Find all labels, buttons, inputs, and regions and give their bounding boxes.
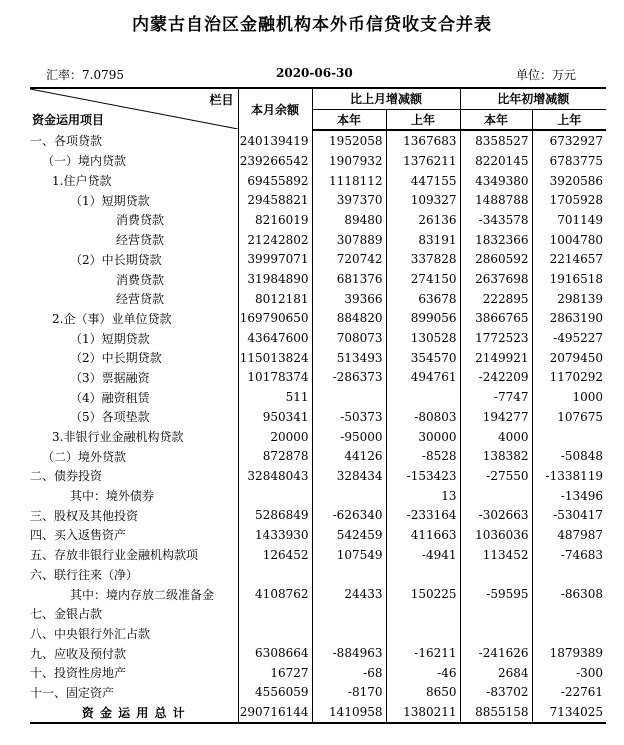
cell-balance: 4556059 [238,683,312,703]
cell-mom-last-year: 447155 [386,171,460,191]
cell-ytd-this-year: 2149921 [460,348,532,368]
cell-mom-this-year [312,486,386,506]
cell-mom-last-year: 150225 [386,584,460,604]
cell-mom-last-year: 411663 [386,525,460,545]
cell-mom-this-year [312,624,386,644]
corner-bottom-label: 资金运用项目 [32,113,105,128]
cell-ytd-last-year: -13496 [532,486,606,506]
table-row [30,250,606,270]
cell-balance [238,486,312,506]
cell-balance: 5286849 [238,505,312,525]
cell-mom-this-year: 89480 [312,210,386,230]
cell-balance: 239266542 [238,151,312,171]
total-mom-last-year: 1380211 [386,702,460,723]
row-label: 十、投资性房地产 [30,666,127,681]
row-label: （二）境外贷款 [42,449,127,464]
cell-mom-this-year: -626340 [312,505,386,525]
cell-ytd-this-year: -83702 [460,683,532,703]
cell-mom-this-year: 307889 [312,230,386,250]
table-row [30,624,606,644]
cell-ytd-this-year: -242209 [460,368,532,388]
cell-ytd-last-year: 6732927 [532,130,606,151]
cell-ytd-last-year: -495227 [532,328,606,348]
row-label: 消费贷款 [116,272,165,287]
cell-ytd-last-year: -530417 [532,505,606,525]
cell-ytd-this-year: -7747 [460,387,532,407]
cell-mom-last-year: -80803 [386,407,460,427]
table-row [30,348,606,368]
cell-ytd-last-year: -1338119 [532,466,606,486]
row-label: 四、买入返售资产 [30,528,127,543]
header-this-year: 本年 [460,109,532,130]
cell-mom-last-year: 494761 [386,368,460,388]
page-title: 内蒙古自治区金融机构本外币信贷收支合并表 [132,15,492,35]
row-label: 其中：境外债券 [70,489,155,504]
cell-balance: 21242802 [238,230,312,250]
cell-mom-this-year: 1118112 [312,171,386,191]
report-date: 2020-06-30 [276,66,353,80]
row-label: 3.非银行业金融机构贷款 [52,430,184,445]
row-label: 消费贷款 [116,213,165,228]
cell-ytd-this-year [460,486,532,506]
cell-mom-this-year: 107549 [312,545,386,565]
table-row [30,466,606,486]
cell-mom-this-year: -884963 [312,643,386,663]
cell-ytd-last-year: 1004780 [532,230,606,250]
cell-mom-this-year: -68 [312,663,386,683]
cell-ytd-this-year: -59595 [460,584,532,604]
header-this-year: 本年 [312,109,386,130]
cell-mom-this-year: 681376 [312,269,386,289]
row-label: 经营贷款 [116,233,165,248]
cell-mom-last-year: 899056 [386,309,460,329]
cell-balance: 29458821 [238,190,312,210]
cell-ytd-last-year: 1879389 [532,643,606,663]
cell-ytd-this-year: -241626 [460,643,532,663]
total-label: 资 金 运 用 总 计 [30,702,238,723]
cell-ytd-last-year: 2079450 [532,348,606,368]
cell-mom-last-year: 130528 [386,328,460,348]
cell-ytd-this-year: 138382 [460,446,532,466]
exchange-rate: 汇率：7.0795 [46,68,124,82]
cell-mom-this-year: 720742 [312,250,386,270]
cell-mom-last-year: 1367683 [386,130,460,151]
cell-mom-last-year: -4941 [386,545,460,565]
table-row [30,289,606,309]
cell-balance [238,624,312,644]
cell-mom-this-year: 328434 [312,466,386,486]
cell-ytd-last-year: 487987 [532,525,606,545]
row-label: 二、债券投资 [30,469,103,484]
total-row [30,702,606,723]
cell-ytd-this-year: 222895 [460,289,532,309]
table-row [30,309,606,329]
cell-ytd-this-year: 1832366 [460,230,532,250]
cell-mom-last-year [386,387,460,407]
cell-ytd-last-year: 2863190 [532,309,606,329]
table-row [30,683,606,703]
table-row [30,368,606,388]
cell-mom-this-year [312,565,386,585]
cell-mom-last-year: -233164 [386,505,460,525]
row-label: （4）融资租赁 [70,390,150,405]
cell-ytd-this-year: 1772523 [460,328,532,348]
cell-mom-this-year: 397370 [312,190,386,210]
cell-mom-this-year: 1907932 [312,151,386,171]
cell-balance: 240139419 [238,130,312,151]
cell-ytd-this-year: 3866765 [460,309,532,329]
cell-balance: 43647600 [238,328,312,348]
cell-mom-this-year: 1952058 [312,130,386,151]
total-mom-this-year: 1410958 [312,702,386,723]
cell-ytd-this-year [460,624,532,644]
header-last-year: 上年 [532,109,606,130]
cell-balance: 126452 [238,545,312,565]
header-vs-last-month: 比上月增减额 [312,88,460,109]
cell-ytd-this-year: 8358527 [460,130,532,151]
table-row [30,545,606,565]
table-row [30,427,606,447]
total-ytd-last-year: 7134025 [532,702,606,723]
cell-ytd-last-year [532,604,606,624]
cell-ytd-this-year [460,565,532,585]
cell-ytd-last-year: 107675 [532,407,606,427]
cell-balance: 115013824 [238,348,312,368]
row-label: （2）中长期贷款 [70,351,162,366]
cell-ytd-this-year: 1036036 [460,525,532,545]
credit-table [30,87,606,724]
row-label: 九、应收及预付款 [30,646,127,661]
cell-mom-this-year: -286373 [312,368,386,388]
cell-ytd-this-year: 8220145 [460,151,532,171]
total-balance: 290716144 [238,702,312,723]
cell-balance: 4108762 [238,584,312,604]
cell-ytd-last-year [532,565,606,585]
row-label: 六、联行往来（净） [30,567,139,582]
row-label: 三、股权及其他投资 [30,508,139,523]
row-label: 五、存放非银行业金融机构款项 [30,548,199,563]
cell-balance: 169790650 [238,309,312,329]
row-label: 七、金银占款 [30,607,103,622]
cell-ytd-this-year: 113452 [460,545,532,565]
header-last-year: 上年 [386,109,460,130]
row-label: 经营贷款 [116,292,165,307]
cell-ytd-this-year: 194277 [460,407,532,427]
cell-ytd-this-year: 2860592 [460,250,532,270]
table-row [30,151,606,171]
cell-mom-last-year [386,604,460,624]
cell-balance: 32848043 [238,466,312,486]
cell-mom-this-year: 542459 [312,525,386,545]
cell-mom-last-year: 30000 [386,427,460,447]
cell-balance: 950341 [238,407,312,427]
cell-mom-this-year [312,387,386,407]
cell-mom-this-year [312,604,386,624]
cell-balance: 39997071 [238,250,312,270]
cell-mom-last-year: -8528 [386,446,460,466]
cell-mom-last-year: 63678 [386,289,460,309]
cell-ytd-this-year: 2637698 [460,269,532,289]
cell-mom-last-year: -153423 [386,466,460,486]
cell-balance: 8012181 [238,289,312,309]
row-label: （2）中长期贷款 [70,252,162,267]
cell-ytd-this-year: 2684 [460,663,532,683]
cell-mom-last-year: 26136 [386,210,460,230]
row-label: 八、中央银行外汇占款 [30,626,151,641]
total-ytd-this-year: 8855158 [460,702,532,723]
cell-balance [238,565,312,585]
cell-ytd-last-year: 3920586 [532,171,606,191]
row-label: （1）短期贷款 [70,193,150,208]
cell-ytd-last-year: 6783775 [532,151,606,171]
cell-balance: 16727 [238,663,312,683]
table-row [30,387,606,407]
row-label: 2.企（事）业单位贷款 [52,311,172,326]
row-label: 1.住户贷款 [52,174,112,189]
cell-mom-this-year: -95000 [312,427,386,447]
cell-mom-this-year: -8170 [312,683,386,703]
table-row [30,525,606,545]
cell-ytd-last-year: -74683 [532,545,606,565]
row-label: （5）各项垫款 [70,410,150,425]
table-row [30,130,606,151]
cell-ytd-this-year [460,604,532,624]
cell-balance: 10178374 [238,368,312,388]
cell-mom-this-year: 39366 [312,289,386,309]
row-label: 其中：境内存放二级准备金 [70,587,215,602]
cell-mom-this-year: 44126 [312,446,386,466]
cell-mom-last-year: -46 [386,663,460,683]
cell-mom-this-year: 513493 [312,348,386,368]
corner-header-cell [30,88,238,130]
cell-mom-last-year: 354570 [386,348,460,368]
cell-mom-last-year: 13 [386,486,460,506]
row-label: （一）境内贷款 [42,154,127,169]
table-row [30,269,606,289]
table-row [30,230,606,250]
cell-mom-last-year [386,565,460,585]
header-balance: 本月余额 [238,88,312,130]
cell-mom-last-year [386,624,460,644]
cell-mom-this-year: 708073 [312,328,386,348]
cell-mom-last-year: 1376211 [386,151,460,171]
table-row [30,584,606,604]
cell-ytd-last-year: 1170292 [532,368,606,388]
table-row [30,190,606,210]
cell-ytd-last-year: 1705928 [532,190,606,210]
table-row [30,643,606,663]
cell-ytd-last-year [532,427,606,447]
cell-balance [238,604,312,624]
cell-ytd-last-year: 701149 [532,210,606,230]
table-row [30,407,606,427]
table-row [30,565,606,585]
cell-ytd-last-year: -86308 [532,584,606,604]
table-row [30,210,606,230]
cell-mom-this-year: 24433 [312,584,386,604]
cell-mom-last-year: 274150 [386,269,460,289]
cell-balance: 872878 [238,446,312,466]
cell-balance: 511 [238,387,312,407]
cell-balance: 6308664 [238,643,312,663]
cell-ytd-this-year: 4349380 [460,171,532,191]
table-row [30,505,606,525]
cell-mom-this-year: 884820 [312,309,386,329]
cell-ytd-this-year: -302663 [460,505,532,525]
cell-ytd-last-year: 2214657 [532,250,606,270]
cell-ytd-last-year: 298139 [532,289,606,309]
table-row [30,446,606,466]
cell-balance: 8216019 [238,210,312,230]
cell-mom-last-year: -16211 [386,643,460,663]
cell-ytd-last-year: -22761 [532,683,606,703]
cell-balance: 20000 [238,427,312,447]
cell-balance: 69455892 [238,171,312,191]
cell-ytd-this-year: -343578 [460,210,532,230]
cell-ytd-last-year [532,624,606,644]
cell-mom-this-year: -50373 [312,407,386,427]
cell-ytd-last-year: -300 [532,663,606,683]
cell-ytd-this-year: 1488788 [460,190,532,210]
header-vs-year-start: 比年初增减额 [460,88,606,109]
cell-balance: 1433930 [238,525,312,545]
cell-mom-last-year: 8650 [386,683,460,703]
cell-ytd-this-year: 4000 [460,427,532,447]
table-row [30,486,606,506]
row-label: 十一、固定资产 [30,685,115,700]
unit-label: 单位：万元 [516,68,577,82]
table-row [30,328,606,348]
cell-ytd-this-year: -27550 [460,466,532,486]
table-row [30,604,606,624]
table-row [30,663,606,683]
table-row [30,171,606,191]
row-label: 一、各项贷款 [30,134,103,149]
cell-mom-last-year: 337828 [386,250,460,270]
row-label: （3）票据融资 [70,370,150,385]
cell-mom-last-year: 83191 [386,230,460,250]
row-label: （1）短期贷款 [70,331,150,346]
cell-balance: 31984890 [238,269,312,289]
cell-mom-last-year: 109327 [386,190,460,210]
cell-ytd-last-year: -50848 [532,446,606,466]
corner-top-label: 栏目 [209,93,234,107]
cell-ytd-last-year: 1916518 [532,269,606,289]
cell-ytd-last-year: 1000 [532,387,606,407]
